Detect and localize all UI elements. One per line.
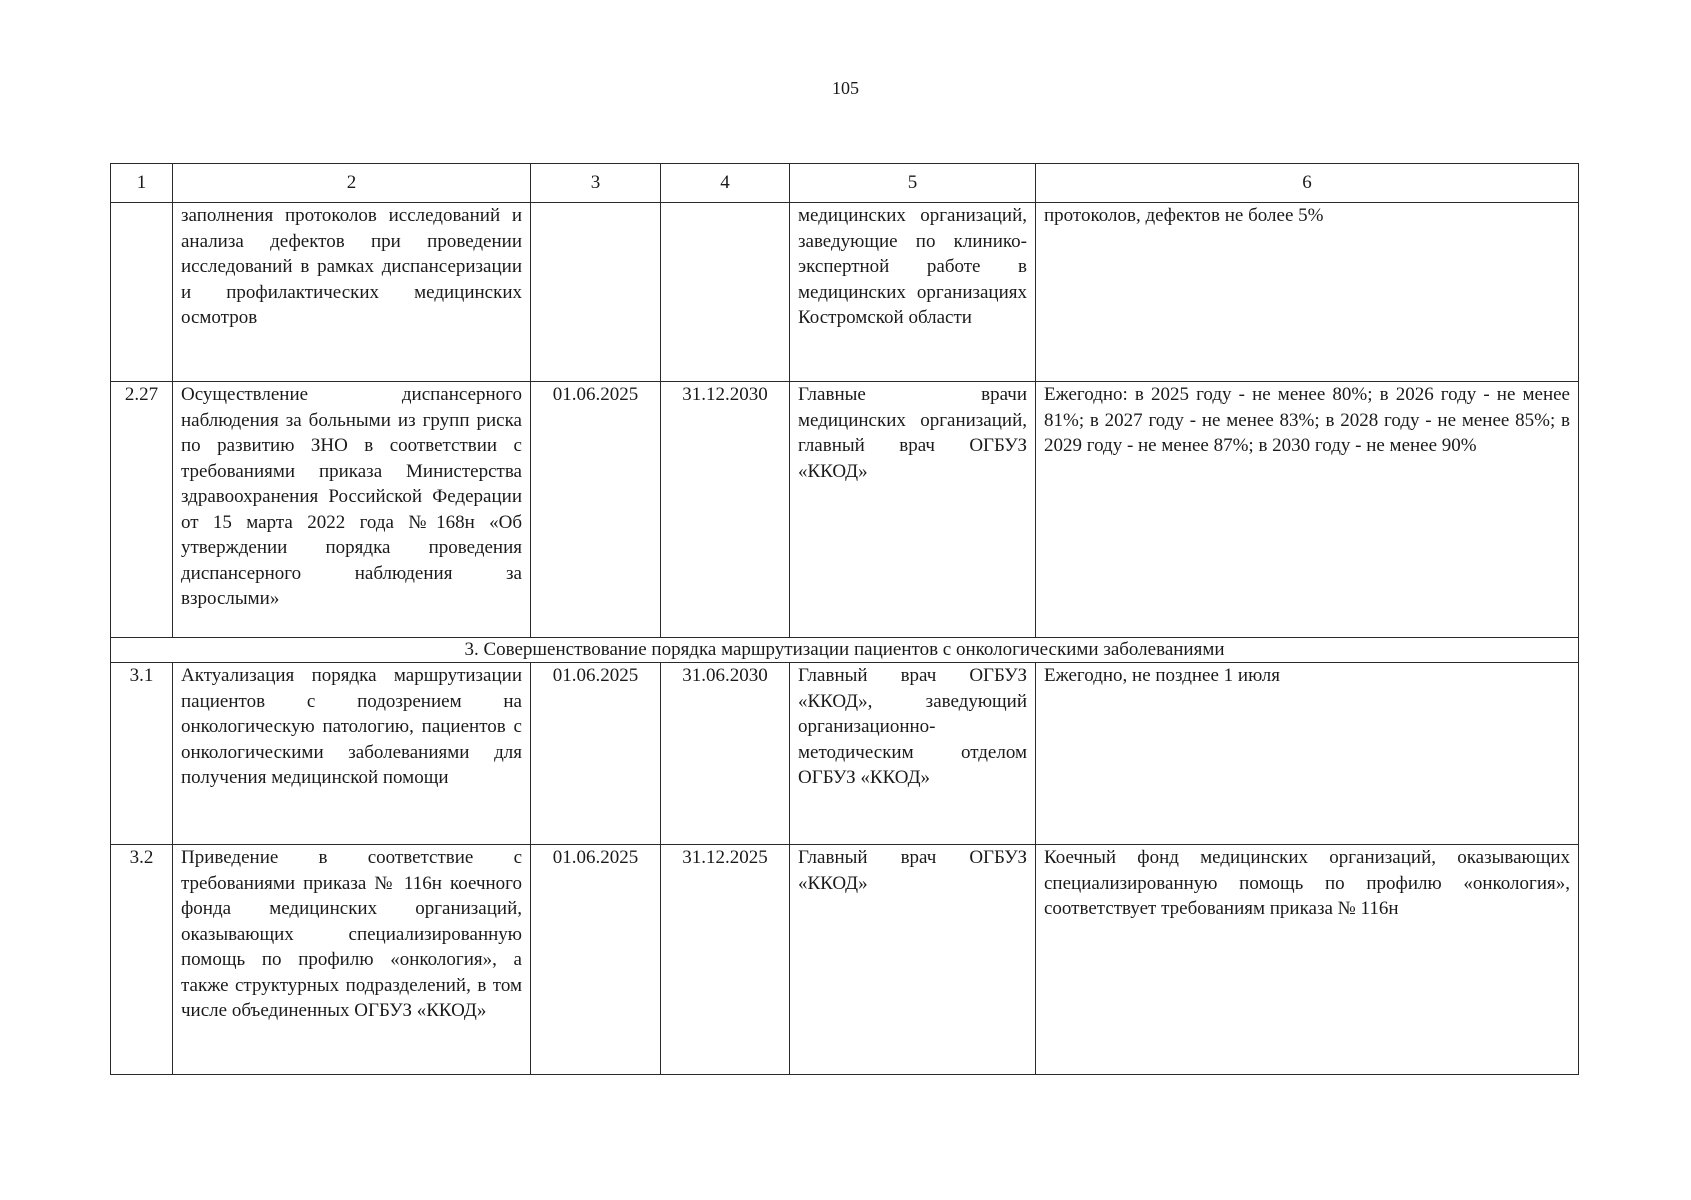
activity-cell: Приведение в соответствие с требованиями приказа № 116н коечного фонда медицинских организаций, оказывающих специализированную помощь по профилю «онкология», а также структурных подразделений, в том числе объединенных ОГБУЗ «ККОД» xyxy=(173,845,531,1075)
activity-cell: Актуализация порядка маршрутизации пациентов с подозрением на онкологическую патологию, пациентов с онкологическими заболеваниями для получения медицинской помощи xyxy=(173,663,531,845)
table-row xyxy=(111,382,1579,638)
end-date-cell: 31.12.2030 xyxy=(661,382,790,638)
table-row xyxy=(111,203,1579,382)
row-number: 3.2 xyxy=(111,845,173,1075)
plan-table xyxy=(110,163,1579,1075)
start-date-cell: 01.06.2025 xyxy=(531,382,661,638)
column-header: 6 xyxy=(1036,164,1579,203)
section-title: 3. Совершенствование порядка маршрутизации пациентов с онкологическими заболеваниями xyxy=(111,638,1579,663)
end-date-cell: 31.06.2030 xyxy=(661,663,790,845)
row-number xyxy=(111,203,173,382)
activity-cell: заполнения протоколов исследований и анализа дефектов при проведении исследований в рамках диспансеризации и профилактических медицинских осмотров xyxy=(173,203,531,382)
column-header: 5 xyxy=(790,164,1036,203)
page-number: 105 xyxy=(832,78,859,98)
end-date-cell xyxy=(661,203,790,382)
result-cell: Ежегодно, не позднее 1 июля xyxy=(1036,663,1579,845)
activity-cell: Осуществление диспансерного наблюдения за больными из групп риска по развитию ЗНО в соответствии с требованиями приказа Министерства здравоохранения Российской Федерации от 15 марта 2022 года №168н «Об утверждении порядка проведения диспансерного наблюдения за взрослыми» xyxy=(173,382,531,638)
end-date-cell: 31.12.2025 xyxy=(661,845,790,1075)
result-cell: Ежегодно: в 2025 году - не менее 80%; в 2026 году - не менее 81%; в 2027 году - не менее 83%; в 2028 году - не менее 85%; в 2029 году - не менее 87%; в 2030 году - не менее 90% xyxy=(1036,382,1579,638)
section-row xyxy=(111,638,1579,663)
column-header: 2 xyxy=(173,164,531,203)
responsible-cell: медицинских организаций, заведующие по клинико-экспертной работе в медицинских организациях Костромской области xyxy=(790,203,1036,382)
column-header: 3 xyxy=(531,164,661,203)
table-row xyxy=(111,845,1579,1075)
table-row xyxy=(111,663,1579,845)
responsible-cell: Главный врач ОГБУЗ «ККОД» xyxy=(790,845,1036,1075)
row-number: 3.1 xyxy=(111,663,173,845)
start-date-cell: 01.06.2025 xyxy=(531,663,661,845)
start-date-cell: 01.06.2025 xyxy=(531,845,661,1075)
result-cell: Коечный фонд медицинских организаций, оказывающих специализированную помощь по профилю «онкология», соответствует требованиям приказа № 116н xyxy=(1036,845,1579,1075)
responsible-cell: Главный врач ОГБУЗ «ККОД», заведующий организационно-методическим отделом ОГБУЗ «ККОД» xyxy=(790,663,1036,845)
responsible-cell: Главные врачи медицинских организаций, главный врач ОГБУЗ «ККОД» xyxy=(790,382,1036,638)
start-date-cell xyxy=(531,203,661,382)
result-cell: протоколов, дефектов не более 5% xyxy=(1036,203,1579,382)
column-header: 4 xyxy=(661,164,790,203)
row-number: 2.27 xyxy=(111,382,173,638)
column-header: 1 xyxy=(111,164,173,203)
table-header-row xyxy=(111,164,1579,203)
